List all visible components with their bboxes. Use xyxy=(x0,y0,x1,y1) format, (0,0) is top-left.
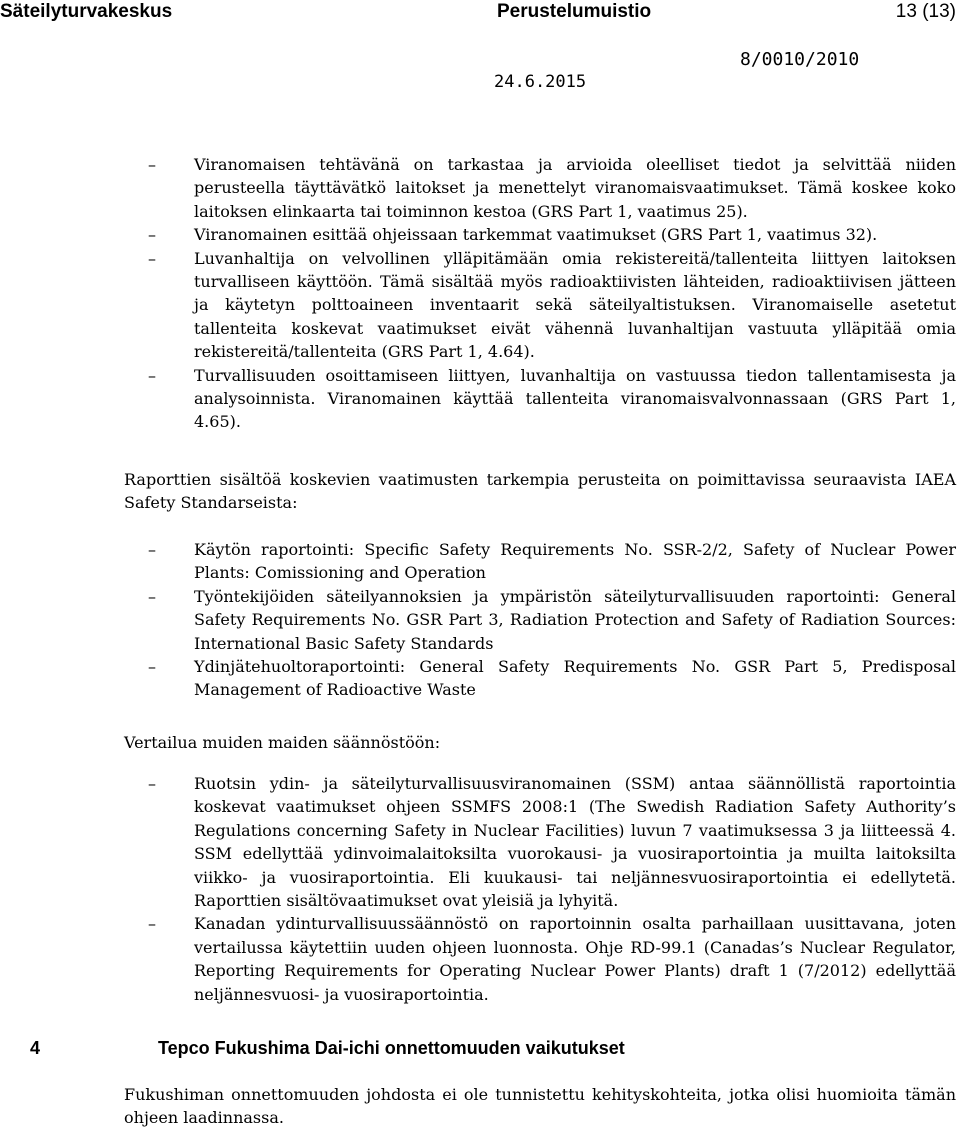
list-item xyxy=(124,538,956,585)
list-item xyxy=(124,585,956,655)
dash-bullet: – xyxy=(148,540,156,559)
list-item xyxy=(124,912,956,1006)
dash-bullet: – xyxy=(148,774,156,793)
list-item-text: Kanadan ydinturvallisuussäännöstö on raportoinnin osalta parhaillaan uusittavana, joten vertailussa käytettiin uuden ohjeen luonnosta. Ohje RD-99.1 (Canadas’s Nuclear Regulator, Reporting Requirements for Operating Nuclear Power Plants) draft 1 (7/2012) edellyttää neljännesvuosi- ja vuosiraportointia. xyxy=(194,914,956,1004)
list-item-text: Viranomaisen tehtävänä on tarkastaa ja arvioida oleelliset tiedot ja selvittää niiden perusteella täyttävätkö laitokset ja menettelyt viranomaisvaatimukset. Tämä koskee koko laitoksen elinkaarta tai toiminnon kestoa (GRS Part 1, vaatimus 25). xyxy=(194,155,956,221)
dash-bullet: – xyxy=(148,657,156,677)
country-comparison-list xyxy=(124,772,956,1006)
paragraph-comparison: Vertailua muiden maiden säännöstöön: xyxy=(124,733,441,752)
list-item xyxy=(124,364,956,434)
list-item xyxy=(124,772,956,912)
page-header xyxy=(0,0,960,100)
list-item-text: Ydinjätehuoltoraportointi: General Safety Requirements No. GSR Part 5, Predisposal Management of Radioactive Waste xyxy=(194,657,956,700)
paragraph-iaea-standards: Raporttien sisältöä koskevien vaatimusten tarkempia perusteita on poimittavissa seuraavista IAEA Safety Standarseista: xyxy=(124,470,956,513)
list-item-text: Turvallisuuden osoittamiseen liittyen, luvanhaltija on vastuussa tiedon tallentamisesta ja analysoinnista. Viranomainen käyttää tallenteita viranomaisvalvonnassaan (GRS Part 1, 4.65). xyxy=(194,365,956,432)
list-item xyxy=(124,153,956,223)
document-number: 8/0010/2010 xyxy=(740,49,860,70)
list-item-text: Luvanhaltija on velvollinen ylläpitämään omia rekistereitä/tallenteita liittyen laitoksen turvalliseen käyttöön. Tämä sisältää myös radioaktiivisten lähteiden, radioaktiivisen jätteen ja käytetyn polttoaineen inventaarit sekä säteilyaltistuksen. Viranomaiselle asetetut tallenteita koskevat vaatimukset eivät vähennä luvanhaltijan vastuuta ylläpitää omia rekistereitä/tallenteita (GRS Part 1, 4.64). xyxy=(194,248,956,362)
paragraph-fukushima: Fukushiman onnettomuuden johdosta ei ole tunnistettu kehityskohteita, jotka olisi huomioita tämän ohjeen laadinnassa. xyxy=(124,1085,956,1128)
dash-bullet: – xyxy=(148,225,156,245)
dash-bullet: – xyxy=(148,586,156,606)
document-type: Perustelumuistio xyxy=(497,1,652,22)
list-item xyxy=(124,655,956,702)
list-item-text: Ruotsin ydin- ja säteilyturvallisuusviranomainen (SSM) antaa säännöllistä raportointia koskevat vaatimukset ohjeen SSMFS 2008:1 (The Swedish Radiation Safety Authority’s Regulations concerning Safety in Nuclear Facilities) luvun 7 vaatimuksessa 3 ja liitteessä 4. SSM edellyttää ydinvoimalaitoksilta vuorokausi- ja vuosiraportointia ja muilta laitoksilta viikko- ja vuosiraportointia. Eli kuukausi- tai neljännesvuosiraportointia ei edellytetä. Raporttien sisältövaatimukset ovat yleisiä ja lyhyitä. xyxy=(194,774,956,911)
list-item xyxy=(124,223,956,246)
section-title: Tepco Fukushima Dai-ichi onnettomuuden vaikutukset xyxy=(158,1038,625,1058)
organization-name: Säteilyturvakeskus xyxy=(0,1,173,22)
list-item-text: Viranomainen esittää ohjeissaan tarkemmat vaatimukset (GRS Part 1, vaatimus 32). xyxy=(194,225,878,245)
list-item-text: Käytön raportointi: Specific Safety Requirements No. SSR-2/2, Safety of Nuclear Power Plants: Comissioning and Operation xyxy=(194,540,956,583)
section-number: 4 xyxy=(30,1038,41,1058)
page-number: 13 (13) xyxy=(895,1,956,22)
dash-bullet: – xyxy=(148,914,156,934)
dash-bullet: – xyxy=(148,155,156,174)
dash-bullet: – xyxy=(148,365,156,385)
iaea-standards-list xyxy=(124,538,956,702)
requirements-list xyxy=(124,153,956,434)
list-item xyxy=(124,247,956,364)
document-date: 24.6.2015 xyxy=(494,72,587,92)
dash-bullet: – xyxy=(148,248,156,268)
list-item-text: Työntekijöiden säteilyannoksien ja ympäristön säteilyturvallisuuden raportointi: General Safety Requirements No. GSR Part 3, Radiation Protection and Safety of Radiation Sources: International Basic Safety Standards xyxy=(194,586,956,653)
